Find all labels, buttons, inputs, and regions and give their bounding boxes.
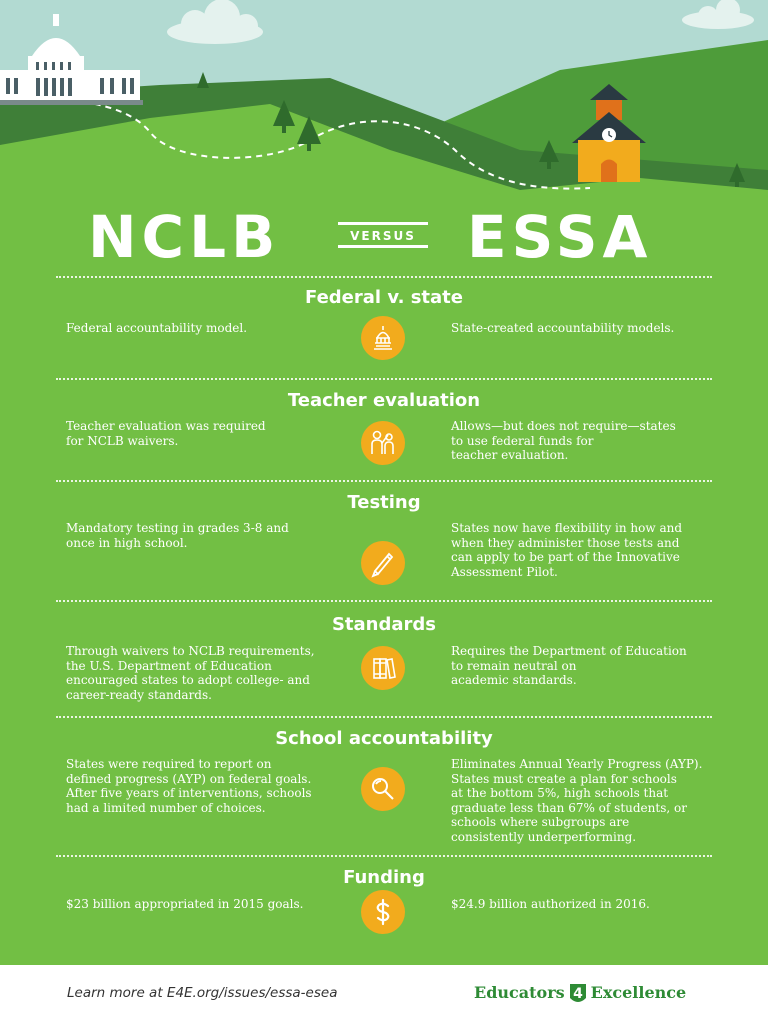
section-heading: Teacher evaluation (287, 390, 481, 411)
pencil-icon (361, 541, 405, 585)
learn-more-link[interactable]: Learn more at E4E.org/issues/essa-esea (67, 985, 338, 1001)
section-heading: School accountability (275, 728, 493, 749)
versus-label: VERSUS (350, 229, 416, 243)
dollar-icon (361, 890, 405, 934)
section-divider (56, 480, 712, 482)
nclb-text: Through waivers to NCLB requirements, the U.S. Department of Education encouraged states to adopt college- and career-ready standards. (66, 644, 315, 702)
essa-text: Requires the Department of Education to remain neutral on academic standards. (451, 644, 687, 688)
logo-number: 4 (572, 985, 583, 1002)
versus-badge (338, 222, 428, 248)
essa-text: Allows—but does not require—states to use federal funds for teacher evaluation. (451, 419, 676, 463)
books-icon (361, 646, 405, 690)
section-heading: Funding (343, 867, 425, 888)
section-divider (56, 855, 712, 857)
section-divider (56, 378, 712, 380)
essa-title: ESSA (467, 203, 653, 271)
essa-text: Eliminates Annual Yearly Progress (AYP). States must create a plan for schools at the bottom 5%, high schools that graduate less than 67% of students, or schools where subgroups are consistently underperforming. (451, 757, 703, 844)
teacher-student-icon (361, 421, 405, 465)
nclb-text: Mandatory testing in grades 3-8 and once in high school. (66, 521, 289, 550)
nclb-text: $23 billion appropriated in 2015 goals. (66, 897, 304, 911)
logo-word-educators: Educators (474, 983, 565, 1002)
section-divider (56, 600, 712, 602)
logo-four-badge (568, 982, 588, 1006)
section-divider (56, 276, 712, 278)
section-heading: Testing (347, 492, 421, 513)
footer (0, 965, 768, 1024)
essa-text: State-created accountability models. (451, 321, 675, 335)
essa-text: States now have flexibility in how and when they administer those tests and can apply to be part of the Innovative Assessment Pilot. (451, 521, 683, 579)
logo-word-excellence: Excellence (590, 983, 687, 1002)
educators-4-excellence-logo (474, 980, 686, 1006)
magnifier-icon (361, 767, 405, 811)
section-heading: Standards (331, 614, 437, 635)
capitol-icon (361, 316, 405, 360)
nclb-text: Teacher evaluation was required for NCLB waivers. (66, 419, 266, 448)
section-divider (56, 716, 712, 718)
essa-text: $24.9 billion authorized in 2016. (451, 897, 650, 911)
nclb-text: States were required to report on defined progress (AYP) on federal goals. After five years of interventions, schools had a limited number of choices. (66, 757, 312, 815)
section-heading: Federal v. state (305, 287, 463, 308)
nclb-title: NCLB (88, 203, 281, 271)
nclb-text: Federal accountability model. (66, 321, 248, 335)
